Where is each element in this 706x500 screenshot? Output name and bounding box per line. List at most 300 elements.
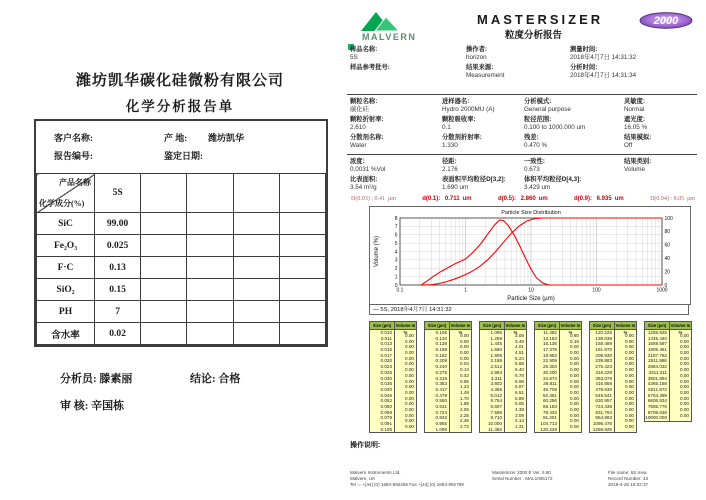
size-cell: 1096.478 [592, 421, 612, 426]
volume-cell: 0.00 [625, 361, 634, 367]
field-label: 操作者: [466, 46, 487, 53]
volume-cell: 0.00 [625, 344, 634, 350]
value-cell: 0.15 [95, 279, 141, 301]
size-cell: 275.423 [595, 364, 612, 370]
size-cell: 5011.872 [648, 386, 667, 392]
footer-line: Mastersizer 2000 E Ver. 5.60 [492, 470, 551, 475]
size-cell: 0.105 [435, 330, 447, 335]
volume-cell: 0.00 [405, 367, 414, 373]
svg-text:2000: 2000 [653, 15, 679, 27]
volume-header: Volume In % [450, 323, 471, 335]
origin-label: 产 地: [164, 133, 188, 143]
footer-line: Tel := +[44] (0) 1684-892456 Fax +[44] (0) 1684-892789 [350, 481, 464, 487]
left-axis-tick: 4 [394, 249, 398, 256]
y-axis-label: Volume (%) [374, 235, 380, 268]
empty-cell [233, 257, 279, 279]
size-column [425, 322, 450, 432]
conclusion-value: 合格 [218, 373, 241, 385]
size-cell: 19.953 [542, 352, 557, 358]
legend-label: 5S, 2018年4月7日 14:31:32 [380, 307, 452, 313]
size-cell: 79.433 [542, 409, 557, 415]
size-cell: 954.993 [595, 415, 612, 421]
instrument-settings-section [350, 98, 698, 152]
volume-header: Volume In % [505, 323, 526, 335]
volume-cell: 6.98 [515, 378, 524, 384]
size-cell: 0.724 [435, 409, 447, 415]
footer-line: Malvern, UK [350, 475, 376, 481]
right-axis-tick: 60 [664, 242, 671, 249]
size-cell: 1445.440 [647, 335, 667, 341]
field-label: 表面积平均粒径D[3,2]: [442, 176, 506, 183]
conclusion-line [190, 370, 240, 386]
size-column [480, 322, 505, 432]
size-cell: 0.832 [435, 415, 447, 421]
table-row [37, 279, 326, 301]
size-cell: 1258.925 [647, 330, 667, 335]
size-cell: 17.378 [542, 347, 557, 353]
size-cell: 0.035 [380, 381, 392, 387]
size-cell: 1.660 [490, 347, 502, 353]
size-column [370, 322, 395, 432]
component-cell: PH [37, 301, 95, 323]
size-cell: 2.512 [490, 364, 502, 370]
info-column [350, 158, 442, 194]
field-label: 体积平均粒径D[4,3]: [524, 176, 582, 183]
size-cell: 0.417 [435, 386, 447, 392]
size-cell: 2884.032 [647, 364, 667, 370]
volume-cell: 0.00 [625, 389, 634, 395]
volume-cell: 0.00 [680, 355, 689, 361]
volume-header: Volume In % [560, 323, 581, 335]
volume-cell: 0.00 [680, 389, 689, 395]
field-label: 颗粒折射率: [350, 116, 384, 123]
size-cell: 0.046 [380, 392, 392, 398]
empty-column-header [279, 174, 325, 213]
percentile-unit: um [462, 196, 472, 202]
corner-bottom-label: 化学成分(%) [39, 199, 85, 208]
size-cell: 4365.158 [647, 381, 667, 387]
volume-cell: 0.00 [405, 424, 414, 429]
empty-column-header [233, 174, 279, 213]
volume-cell: 4.51 [515, 350, 524, 356]
volume-cell: 0.00 [680, 395, 689, 401]
size-cell: 5754.399 [647, 392, 667, 398]
percentile-label: D(0.94) : [650, 196, 673, 202]
size-cell: 3.311 [490, 375, 502, 381]
value-cell: 0.13 [95, 257, 141, 279]
size-cell: 239.883 [595, 358, 612, 364]
volume-cell: 0.00 [680, 333, 689, 338]
volume-cell: 0.95 [460, 378, 469, 384]
empty-cell [141, 279, 187, 301]
size-cell: 0.182 [435, 352, 447, 358]
volume-column [670, 322, 691, 421]
value-cell: 0.02 [95, 323, 141, 345]
size-cell: 8709.636 [647, 409, 667, 415]
empty-cell [233, 235, 279, 257]
conclusion-label: 结论: [190, 373, 216, 385]
size-header: Size (µm) [535, 322, 559, 330]
volume-column [560, 322, 581, 432]
volume-cell: 0.00 [405, 406, 414, 412]
customer-label: 客户名称: [54, 133, 93, 143]
size-cell: 5.012 [490, 392, 502, 398]
empty-cell [233, 301, 279, 323]
size-cell: 0.105 [380, 426, 392, 432]
corner-top-label: 产品名称 [59, 178, 91, 187]
volume-cell: 0.00 [625, 401, 634, 407]
right-axis-tick: 100 [664, 215, 673, 222]
reviewer-name: 辛国栋 [91, 400, 125, 412]
field-value: 1.690 um [442, 184, 469, 191]
volume-cell: 1.31 [515, 424, 524, 429]
volume-frequency-curve [421, 220, 662, 285]
volume-column [615, 322, 636, 432]
size-cell: 0.017 [380, 352, 392, 358]
chart-legend [369, 305, 689, 315]
component-cell: F·C [37, 257, 95, 279]
footer-manufacturer [350, 470, 464, 487]
field-label: 结果模拟: [624, 134, 652, 141]
volume-cell: 0.00 [570, 378, 579, 384]
size-table-block [589, 321, 637, 433]
volume-cell: 5.89 [515, 395, 524, 401]
chemical-composition-table [36, 173, 326, 345]
size-cell: 3801.894 [647, 375, 667, 381]
size-class-tables [369, 321, 691, 433]
percentile-label: d(0.1): [422, 196, 441, 202]
info-column [442, 98, 524, 152]
info-column [466, 46, 570, 82]
field-value: Normal [624, 106, 645, 113]
report-info-block [36, 121, 326, 173]
diagonal-header-cell [37, 174, 95, 213]
size-cell: 2187.762 [647, 352, 667, 358]
volume-cell: 0.00 [460, 333, 469, 338]
size-cell: 0.013 [380, 341, 392, 347]
empty-cell [187, 279, 233, 301]
size-cell: 6.607 [490, 403, 502, 409]
size-cell: 104.713 [540, 421, 557, 426]
volume-cell: 0.00 [625, 338, 634, 344]
volume-cell: 0.00 [625, 424, 634, 429]
volume-cell: 2.46 [460, 418, 469, 424]
size-cell: 52.481 [542, 392, 557, 398]
size-cell: 630.957 [595, 398, 612, 404]
empty-cell [187, 257, 233, 279]
empty-cell [141, 235, 187, 257]
volume-cell: 0.00 [680, 401, 689, 407]
size-cell: 120.226 [595, 330, 612, 335]
field-value: General purpose [524, 106, 571, 113]
left-axis-tick: 3 [394, 257, 398, 264]
size-cell: 549.541 [595, 392, 612, 398]
x-axis-tick: 10 [528, 287, 534, 294]
field-value: 0.470 % [524, 142, 548, 149]
size-cell: 0.275 [435, 369, 447, 375]
info-column [624, 98, 698, 152]
size-cell: 3.802 [490, 381, 502, 387]
size-header: Size (µm) [425, 322, 449, 330]
size-cell: 15.136 [542, 341, 557, 347]
size-cell: 0.015 [380, 347, 392, 353]
size-cell: 0.550 [435, 398, 447, 404]
field-label: 测量时间: [570, 46, 598, 53]
size-cell: 5.754 [490, 398, 502, 404]
volume-cell: 0.00 [680, 350, 689, 356]
size-cell: 0.209 [435, 358, 447, 364]
volume-cell: 0.00 [405, 401, 414, 407]
volume-header: Volume In % [670, 323, 691, 335]
field-value: 0.100 to 1000.000 um [524, 124, 586, 131]
size-cell: 22.909 [542, 358, 557, 364]
size-cell: 13.183 [542, 335, 557, 341]
percentile-unit: um [538, 196, 548, 202]
volume-cell: 0.00 [405, 355, 414, 361]
operation-notes-label: 操作说明: [350, 442, 381, 449]
field-label: 样品参考批号: [350, 64, 390, 71]
field-value [350, 72, 466, 80]
field-label: 样品名称: [350, 46, 378, 53]
percentile-label: D(0.03) : [351, 196, 373, 202]
size-cell: 0.158 [435, 347, 447, 353]
empty-cell [187, 213, 233, 235]
size-cell: 208.930 [595, 352, 612, 358]
report-title: 化学分析报告单 [125, 99, 235, 114]
volume-column [505, 322, 526, 432]
field-label: 颗粒名称: [350, 98, 378, 105]
volume-cell: 0.00 [460, 338, 469, 344]
size-cell: 3311.311 [648, 369, 667, 375]
volume-cell: 0.13 [460, 367, 469, 373]
volume-cell: 0.00 [570, 372, 579, 378]
volume-cell: 0.00 [570, 406, 579, 412]
field-label: 结果来源: [466, 64, 494, 71]
volume-cell: 6.51 [515, 389, 524, 395]
field-label: 颗粒吸收率: [442, 116, 476, 123]
table-row [37, 213, 326, 235]
info-column [524, 158, 624, 194]
volume-cell: 0.00 [570, 401, 579, 407]
size-table-block [479, 321, 527, 433]
volume-cell: 4.01 [515, 344, 524, 350]
malvern-logo-icon [359, 10, 427, 42]
size-cell: 7585.776 [647, 403, 667, 409]
percentile-item [498, 196, 548, 202]
percentile-value: 8.05 [672, 196, 685, 202]
volume-cell: 0.00 [405, 389, 414, 395]
volume-header: Volume In % [395, 323, 416, 335]
volume-cell: 0.00 [680, 338, 689, 344]
field-value: 2.610 [350, 124, 366, 131]
percentile-value: 0.41 [373, 196, 385, 202]
volume-cell: 0.00 [625, 378, 634, 384]
left-axis-tick: 6 [394, 232, 398, 239]
volume-cell: 0.00 [405, 418, 414, 424]
volume-cell: 0.00 [570, 418, 579, 424]
volume-cell: 0.00 [625, 333, 634, 338]
footer-line: Malvern Instruments Ltd. [350, 470, 401, 475]
field-value: 3.429 um [524, 184, 551, 191]
x-axis-tick: 1000 [656, 287, 668, 294]
size-column [535, 322, 560, 432]
empty-cell [279, 323, 325, 345]
empty-cell [187, 235, 233, 257]
volume-cell: 0.00 [680, 344, 689, 350]
analyst-label: 分析员: [60, 373, 97, 385]
field-value: Volume [624, 166, 646, 173]
volume-cell: 0.00 [625, 367, 634, 373]
volume-cell: 2.72 [460, 424, 469, 429]
size-cell: 7.586 [490, 409, 502, 415]
right-axis-tick: 20 [664, 269, 671, 276]
size-cell: 316.228 [595, 369, 612, 375]
volume-cell: 0.00 [405, 412, 414, 418]
field-label: 分散剂折射率: [442, 134, 482, 141]
field-value: 3.54 m²/g [350, 184, 377, 191]
size-cell: 0.091 [380, 421, 392, 426]
size-cell: 1.445 [490, 341, 502, 347]
info-column [570, 46, 698, 82]
volume-cell: 0.00 [625, 355, 634, 361]
product-name: MASTERSIZER [477, 12, 604, 27]
volume-cell: 2.25 [460, 412, 469, 418]
size-header: Size (µm) [480, 322, 504, 330]
percentile-item [351, 196, 396, 202]
footer-line: Serial Number : MAL1005172 [492, 475, 553, 481]
report-type-title: 粒度分析报告 [505, 30, 563, 41]
value-cell: 99.00 [95, 213, 141, 235]
component-cell: SiO₂ [37, 279, 95, 301]
size-cell: 0.026 [380, 369, 392, 375]
left-axis-tick: 0 [394, 282, 398, 289]
volume-cell: 0.00 [680, 372, 689, 378]
analyst-line [60, 370, 132, 386]
footer-line: File name: 5S.mea [608, 470, 647, 475]
sample-column-header: 5S [95, 174, 141, 213]
field-label: 粒径范围: [524, 116, 552, 123]
size-cell: 0.023 [380, 364, 392, 370]
volume-cell: 0.00 [625, 372, 634, 378]
field-label: 一致性: [524, 158, 545, 165]
left-axis-tick: 8 [394, 215, 398, 222]
volume-cell: 0.00 [405, 395, 414, 401]
field-value: Water [350, 142, 367, 149]
left-axis-tick: 1 [394, 274, 398, 281]
size-cell: 0.631 [435, 403, 447, 409]
size-cell: 4.365 [490, 386, 502, 392]
field-label: 径距: [442, 158, 457, 165]
empty-cell [233, 213, 279, 235]
volume-cell: 3.49 [515, 338, 524, 344]
size-cell: 0.040 [380, 386, 392, 392]
right-axis-tick: 0 [664, 282, 668, 289]
table-row [37, 301, 326, 323]
field-value: 5S [350, 54, 358, 61]
size-cell: 0.479 [435, 392, 447, 398]
volume-cell: 0.00 [625, 384, 634, 390]
volume-cell: 0.00 [570, 412, 579, 418]
empty-cell [279, 279, 325, 301]
info-column [350, 98, 442, 152]
volume-cell: 6.40 [515, 367, 524, 373]
field-value: Off [624, 142, 633, 149]
info-column [442, 158, 524, 194]
volume-header: Volume In % [615, 323, 636, 335]
chart-title: Particle Size Distribution [501, 210, 561, 216]
field-label: 分析模式: [524, 98, 552, 105]
footer-line: Record Number: 43 [608, 475, 649, 481]
volume-cell: 5.24 [515, 355, 524, 361]
size-table-block [644, 321, 692, 422]
empty-cell [279, 213, 325, 235]
results-summary-section [350, 158, 698, 194]
field-value: 2018年4月7日 14:31:34 [570, 72, 637, 79]
volume-cell: 0.00 [680, 367, 689, 373]
volume-cell: 0.00 [460, 355, 469, 361]
empty-cell [233, 279, 279, 301]
size-cell: 60.256 [542, 398, 557, 404]
size-cell: 91.201 [542, 415, 557, 421]
size-cell: 0.079 [380, 415, 392, 421]
mastersizer-report [345, 8, 701, 496]
empty-cell [141, 257, 187, 279]
size-cell: 138.038 [595, 335, 612, 341]
volume-column [450, 322, 471, 432]
size-cell: 831.764 [595, 409, 612, 415]
field-value: 2.176 [442, 166, 458, 173]
reviewer-line [60, 397, 124, 413]
volume-cell: 2.06 [460, 406, 469, 412]
empty-cell [279, 235, 325, 257]
size-cell: 0.138 [435, 341, 447, 347]
volume-cell: 2.14 [515, 418, 524, 424]
component-cell: SiC [37, 213, 95, 235]
right-axis-tick: 40 [664, 256, 671, 262]
volume-cell: 5.05 [515, 401, 524, 407]
footer-instrument [492, 470, 553, 482]
percentile-unit: um [614, 196, 624, 202]
field-value: 0.1 [442, 124, 451, 131]
volume-cell: 0.00 [680, 361, 689, 367]
size-cell: 1258.925 [592, 426, 612, 432]
size-cell: 478.630 [595, 386, 612, 392]
volume-cell: 1.49 [460, 389, 469, 395]
size-table-block [424, 321, 472, 433]
report-no-label: 报告编号: [54, 151, 93, 161]
analyst-name: 滕素丽 [99, 373, 133, 385]
size-cell: 8.710 [490, 415, 502, 421]
size-cell: 2.188 [490, 358, 502, 364]
size-table-block [534, 321, 582, 433]
volume-cell: 0.00 [570, 395, 579, 401]
footer-line: 2018-4-26 16:02:37 [608, 481, 649, 487]
size-cell: 0.240 [435, 364, 447, 370]
size-cell: 11.482 [488, 426, 502, 432]
size-header: Size (µm) [590, 322, 614, 330]
volume-cell: 3.09 [515, 412, 524, 418]
size-cell: 120.226 [540, 426, 557, 432]
date-label: 鉴定日期: [164, 151, 203, 161]
legend-line-sample: — [373, 307, 379, 313]
size-table-block [369, 321, 417, 433]
size-cell: 0.069 [380, 409, 392, 415]
svg-text:MALVERN: MALVERN [362, 32, 417, 42]
volume-cell: 0.00 [625, 418, 634, 424]
volume-cell: 1.70 [460, 395, 469, 401]
company-name: 潍坊凯华碳化硅微粉有限公司 [75, 73, 284, 89]
size-cell: 0.020 [380, 358, 392, 364]
